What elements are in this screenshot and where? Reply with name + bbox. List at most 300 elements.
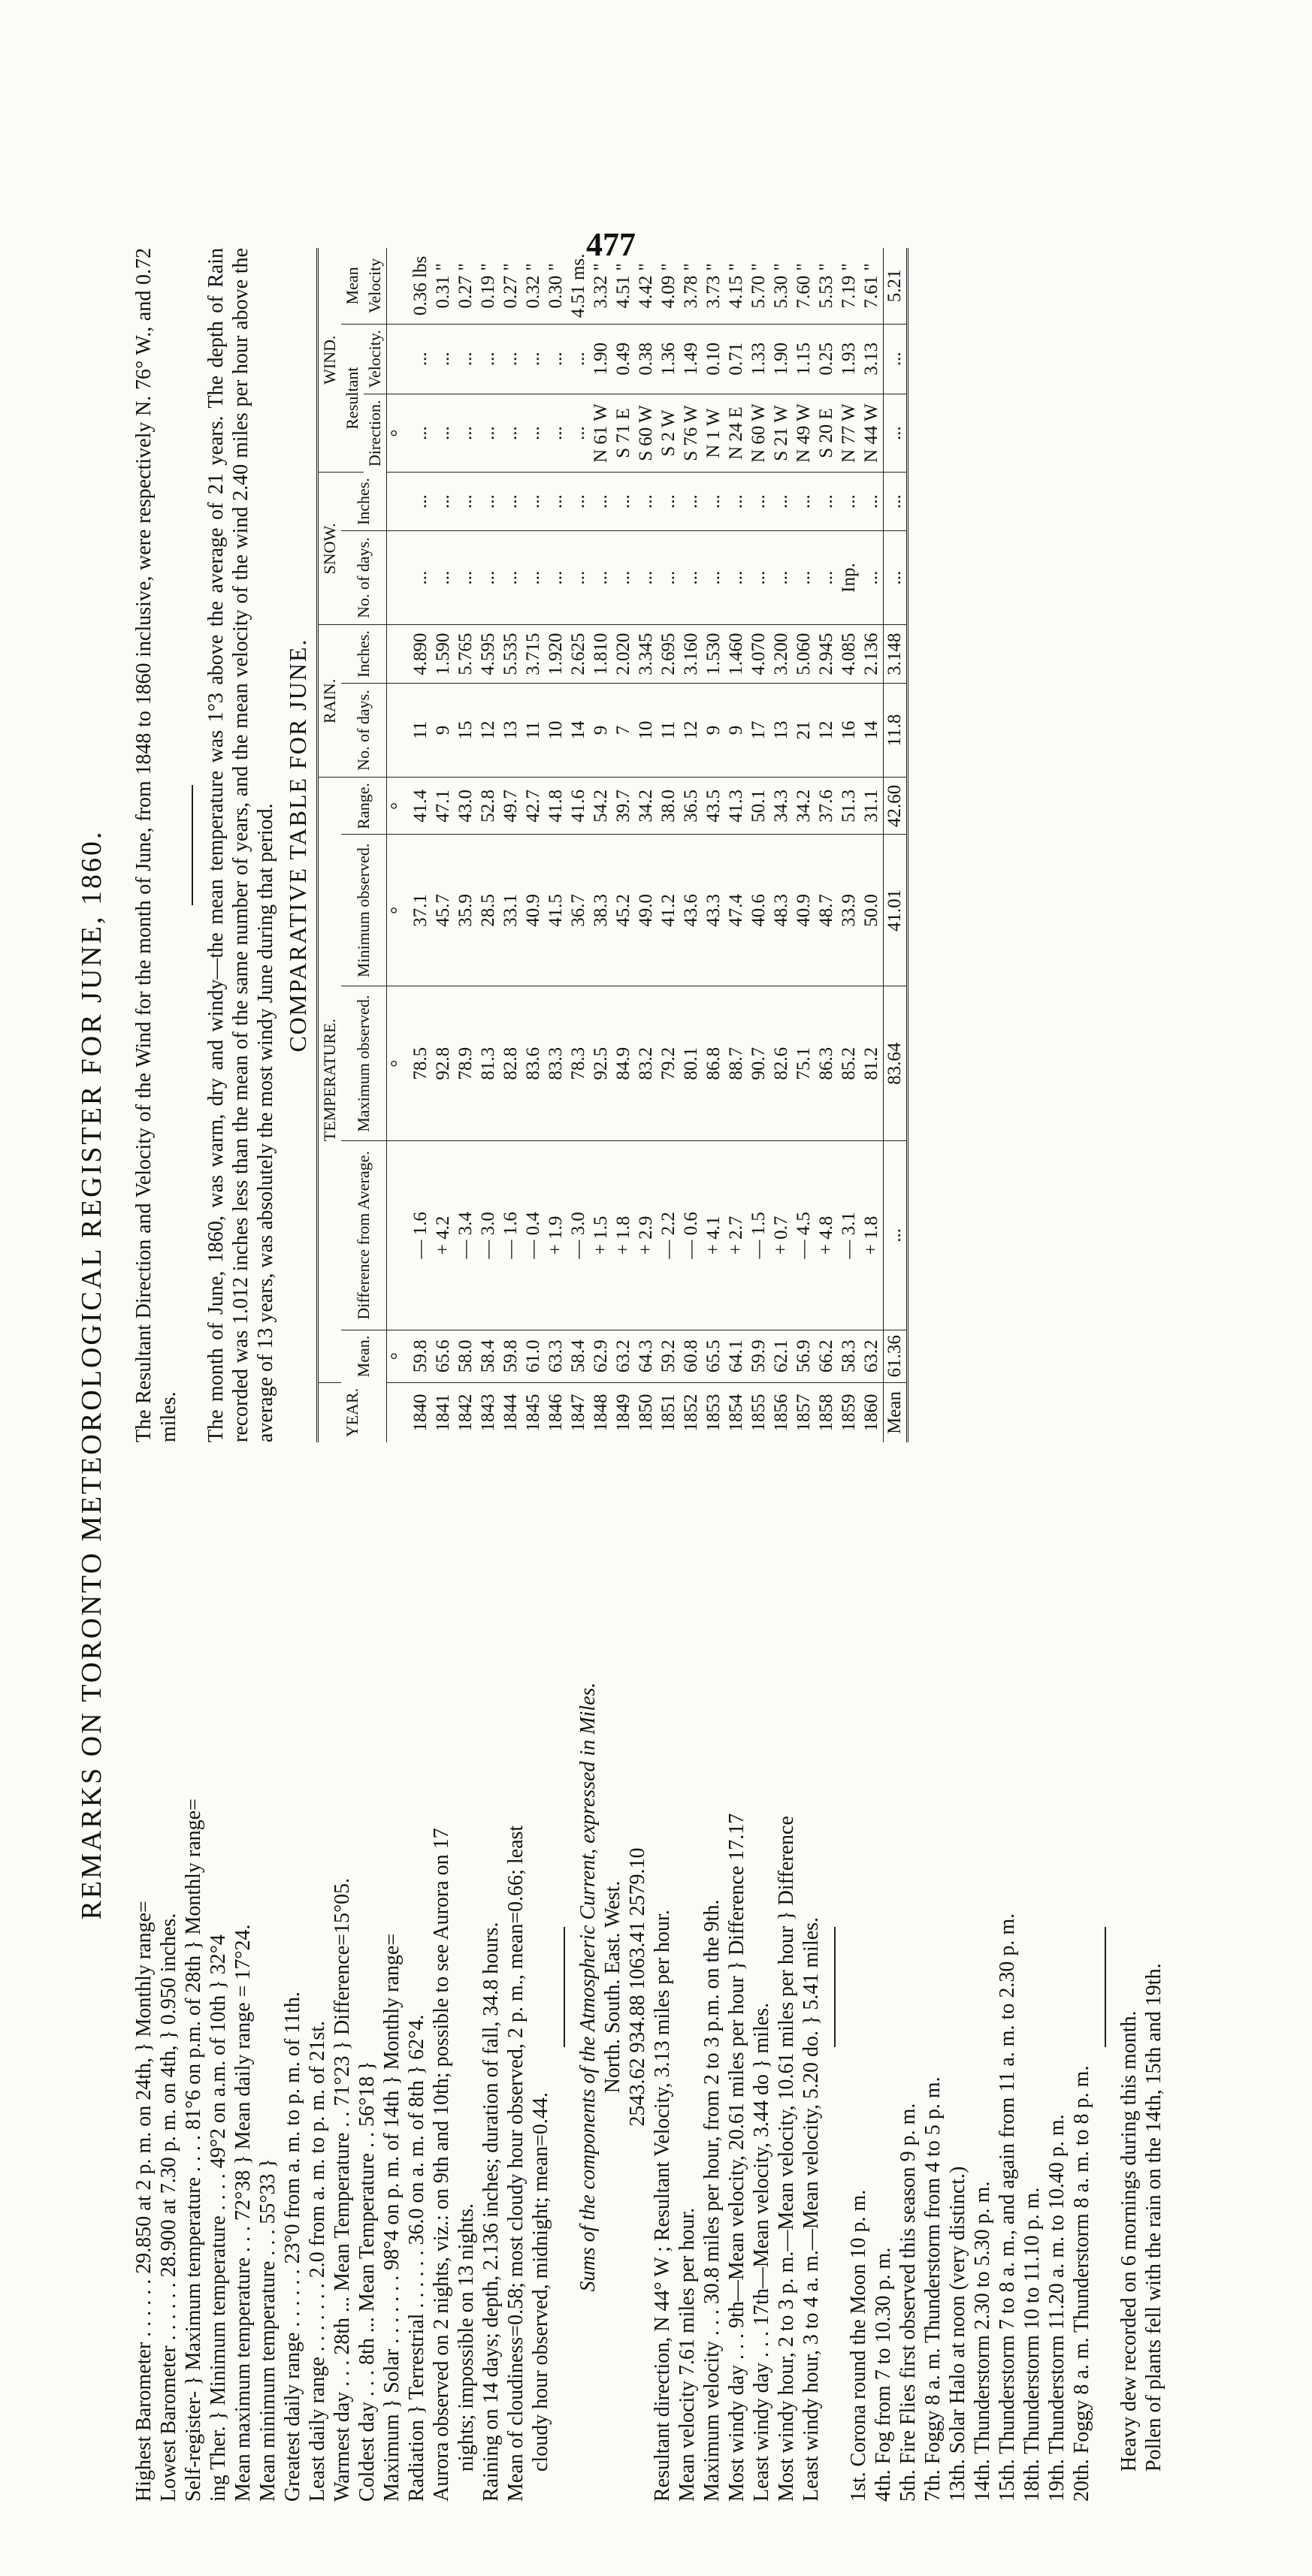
table-cell: ... bbox=[838, 473, 860, 530]
table-cell: 9 bbox=[725, 683, 748, 778]
table-cell: ... bbox=[884, 530, 908, 625]
stat-line: ing Ther. } Minimum temperature . . . . 49°2 on a.m. of 10th } 32°4 bbox=[207, 1934, 230, 2502]
table-cell: 10 bbox=[545, 683, 567, 778]
table-cell: ... bbox=[410, 473, 432, 530]
table-cell: 2.136 bbox=[860, 625, 884, 683]
table-cell: ... bbox=[567, 473, 590, 530]
wind-line: Mean velocity 7.61 miles per hour. bbox=[676, 2207, 699, 2502]
table-cell: 40.9 bbox=[522, 835, 545, 986]
table-cell: 50.1 bbox=[748, 778, 770, 835]
table-cell bbox=[387, 1141, 410, 1330]
header-snow-days: No. of days. bbox=[341, 530, 387, 625]
table-cell: ... bbox=[884, 324, 908, 394]
table-cell: 1852 bbox=[681, 1394, 701, 1432]
header-rain-inches: Inches. bbox=[341, 625, 387, 683]
table-cell: 11 bbox=[522, 683, 545, 778]
table-cell: 38.3 bbox=[590, 835, 612, 986]
table-cell: 1856 bbox=[771, 1394, 791, 1432]
table-cell: 21 bbox=[793, 683, 815, 778]
table-cell: 11 bbox=[658, 683, 680, 778]
table-row bbox=[770, 248, 793, 1442]
table-cell: 62.9 bbox=[590, 1330, 612, 1382]
table-cell: ... bbox=[522, 324, 545, 394]
table-cell: ... bbox=[815, 530, 838, 625]
table-cell: ° bbox=[387, 394, 410, 473]
table-cell bbox=[387, 683, 410, 778]
table-cell: ... bbox=[770, 473, 793, 530]
table-cell: 2.625 bbox=[567, 625, 590, 683]
table-cell: ... bbox=[545, 394, 567, 473]
table-cell: 41.01 bbox=[884, 835, 908, 986]
table-cell: 49.7 bbox=[500, 778, 522, 835]
table-cell: 1841 bbox=[433, 1394, 453, 1432]
table-cell: 3.715 bbox=[522, 625, 545, 683]
table-cell: 78.5 bbox=[410, 986, 432, 1141]
table-cell: ... bbox=[860, 473, 884, 530]
table-cell: 85.2 bbox=[838, 986, 860, 1141]
table-cell: ... bbox=[793, 473, 815, 530]
table-cell: 43.3 bbox=[703, 835, 725, 986]
stat-line: Radiation } Terrestrial . . . . . . 36.0 on a. m. of 8th } 62°4. bbox=[405, 2014, 428, 2502]
table-cell: — 1.6 bbox=[410, 1141, 432, 1330]
table-cell: ° bbox=[387, 835, 410, 986]
table-cell: 64.3 bbox=[635, 1330, 658, 1382]
intro-paragraph: The Resultant Direction and Velocity of the Wind for the month of June, from 1848 to 1860 inclusive, were respectively N. 76° W., and 0.72 miles. bbox=[132, 248, 180, 1442]
table-cell: 63.3 bbox=[545, 1330, 567, 1382]
table-cell: ... bbox=[635, 530, 658, 625]
table-cell: ... bbox=[860, 530, 884, 625]
table-cell: ... bbox=[432, 324, 455, 394]
table-cell: 34.2 bbox=[635, 778, 658, 835]
table-cell: + 4.2 bbox=[432, 1141, 455, 1330]
header-difference: Difference from Average. bbox=[341, 1141, 387, 1330]
table-cell: ... bbox=[432, 530, 455, 625]
table-cell: 12 bbox=[680, 683, 703, 778]
table-cell bbox=[387, 1382, 410, 1442]
table-cell: ... bbox=[658, 473, 680, 530]
table-cell: — 4.5 bbox=[793, 1141, 815, 1330]
table-cell: 0.49 bbox=[612, 324, 635, 394]
table-cell: 0.19 " bbox=[477, 248, 500, 324]
table-cell: 3.160 bbox=[680, 625, 703, 683]
table-cell: 1.530 bbox=[703, 625, 725, 683]
table-cell: 11.8 bbox=[884, 683, 908, 778]
table-row bbox=[590, 248, 612, 1442]
table-cell: S 20 E bbox=[815, 394, 838, 473]
table-cell: 1.460 bbox=[725, 625, 748, 683]
table-cell: ... bbox=[522, 394, 545, 473]
stat-line: Coldest day . . . 8th ... Mean Temperature . . 56°18 } bbox=[355, 2061, 379, 2502]
table-cell: 63.2 bbox=[612, 1330, 635, 1382]
header-direction: Direction. bbox=[365, 400, 384, 467]
header-snow-inches: Inches. bbox=[341, 473, 387, 530]
table-cell: ... bbox=[545, 324, 567, 394]
page-number: 477 bbox=[586, 226, 636, 263]
table-cell: ... bbox=[567, 394, 590, 473]
table-cell: + 4.1 bbox=[703, 1141, 725, 1330]
table-cell: 3.345 bbox=[635, 625, 658, 683]
table-cell: ... bbox=[815, 473, 838, 530]
table-cell: 51.3 bbox=[838, 778, 860, 835]
table-cell: 4.085 bbox=[838, 625, 860, 683]
table-cell: 80.1 bbox=[680, 986, 703, 1141]
table-cell: ... bbox=[477, 530, 500, 625]
table-cell: 39.7 bbox=[612, 778, 635, 835]
closing-line: Pollen of plants fell with the rain on the 14th, 15th and 19th. bbox=[1142, 1963, 1165, 2472]
table-cell: S 76 W bbox=[680, 394, 703, 473]
table-cell: 79.2 bbox=[658, 986, 680, 1141]
table-cell: 1840 bbox=[410, 1394, 431, 1432]
table-cell: 7 bbox=[612, 683, 635, 778]
sums-heading: Sums of the components of the Atmospheric Current, expressed in Miles. bbox=[576, 1682, 600, 2292]
table-cell: ... bbox=[432, 473, 455, 530]
table-cell: 34.2 bbox=[793, 778, 815, 835]
table-cell: ... bbox=[884, 1141, 908, 1330]
wind-line: Least windy hour, 3 to 4 a. m.—Mean velocity, 5.20 do. } 5.41 miles. bbox=[800, 1916, 823, 2502]
table-cell: 49.0 bbox=[635, 835, 658, 986]
table-cell: + 2.7 bbox=[725, 1141, 748, 1330]
table-cell: — 3.0 bbox=[477, 1141, 500, 1330]
table-cell: + 1.8 bbox=[860, 1141, 884, 1330]
table-cell: ... bbox=[455, 394, 477, 473]
table-cell: 1843 bbox=[478, 1394, 498, 1432]
table-cell: 16 bbox=[838, 683, 860, 778]
wind-line: Resultant direction, N 44° W ; Resultant Velocity, 3.13 miles per hour. bbox=[651, 1910, 674, 2502]
table-cell: 58.0 bbox=[455, 1330, 477, 1382]
table-cell: ° bbox=[387, 986, 410, 1141]
table-cell: 1.93 bbox=[838, 324, 860, 394]
table-cell: 13 bbox=[500, 683, 522, 778]
table-row bbox=[815, 248, 838, 1442]
stat-line: Mean of cloudiness=0.58; most cloudy hour observed, 2 p. m., mean=0.66; least bbox=[504, 1825, 528, 2502]
event-line: 7th. Foggy 8 a. m. Thunderstorm from 4 to 5 p. m. bbox=[921, 2076, 945, 2502]
table-cell: 83.64 bbox=[884, 986, 908, 1141]
table-cell: 61.0 bbox=[522, 1330, 545, 1382]
table-cell: ... bbox=[658, 530, 680, 625]
table-cell: ... bbox=[500, 324, 522, 394]
right-column bbox=[132, 248, 908, 1442]
table-cell: — 3.1 bbox=[838, 1141, 860, 1330]
sums-values: 2543.62 934.88 1063.41 2579.10 bbox=[626, 1847, 649, 2127]
table-cell: 3.13 bbox=[860, 324, 884, 394]
table-cell: 11 bbox=[410, 683, 432, 778]
table-cell: 4.070 bbox=[748, 625, 770, 683]
table-row bbox=[635, 248, 658, 1442]
table-cell: 1849 bbox=[613, 1394, 633, 1432]
table-cell: 47.4 bbox=[725, 835, 748, 986]
table-cell: 4.51 ms. bbox=[567, 248, 590, 324]
table-cell: 43.6 bbox=[680, 835, 703, 986]
table-cell: ... bbox=[680, 530, 703, 625]
table-cell: 36.5 bbox=[680, 778, 703, 835]
stat-line: Raining on 14 days; depth, 2.136 inches; duration of fall, 34.8 hours. bbox=[479, 1922, 503, 2502]
table-cell: ... bbox=[522, 530, 545, 625]
table-cell: 0.27 " bbox=[500, 248, 522, 324]
header-velo: Velocity. bbox=[364, 324, 387, 394]
table-cell: 78.3 bbox=[567, 986, 590, 1141]
table-cell: 4.51 " bbox=[612, 248, 635, 324]
table-body bbox=[387, 248, 908, 1442]
table-cell: 47.1 bbox=[432, 778, 455, 835]
table-cell: 90.7 bbox=[748, 986, 770, 1141]
table-cell: 65.5 bbox=[703, 1330, 725, 1382]
table-cell: N 60 W bbox=[748, 394, 770, 473]
table-cell: S 60 W bbox=[635, 394, 658, 473]
table-cell: 63.2 bbox=[860, 1330, 884, 1382]
divider-rule bbox=[564, 1927, 565, 2047]
table-cell: 1842 bbox=[455, 1394, 476, 1432]
stat-line: Mean maximum temperature . . . 72°38 } Mean daily range = 17°24. bbox=[231, 1924, 255, 2502]
table-cell: 59.8 bbox=[500, 1330, 522, 1382]
table-cell: 35.9 bbox=[455, 835, 477, 986]
table-cell: 34.3 bbox=[770, 778, 793, 835]
table-cell bbox=[387, 473, 410, 530]
table-cell: 2.945 bbox=[815, 625, 838, 683]
table-cell: 45.7 bbox=[432, 835, 455, 986]
table-cell: 1.590 bbox=[432, 625, 455, 683]
header-snow: SNOW. bbox=[318, 473, 342, 625]
table-cell: 12 bbox=[477, 683, 500, 778]
table-cell: ... bbox=[748, 530, 770, 625]
table-cell: 40.9 bbox=[793, 835, 815, 986]
table-cell: 1855 bbox=[748, 1394, 769, 1432]
table-row bbox=[838, 248, 860, 1442]
table-cell: 4.09 " bbox=[658, 248, 680, 324]
table-row bbox=[703, 248, 725, 1442]
table-cell: 41.8 bbox=[545, 778, 567, 835]
table-cell: 14 bbox=[860, 683, 884, 778]
table-cell: 92.5 bbox=[590, 986, 612, 1141]
table-cell: 10 bbox=[635, 683, 658, 778]
event-line: 4th. Fog from 7 to 10.30 p. m. bbox=[872, 2247, 895, 2502]
table-row bbox=[748, 248, 770, 1442]
table-row bbox=[432, 248, 455, 1442]
left-column bbox=[132, 1472, 1166, 2502]
table-cell: 81.3 bbox=[477, 986, 500, 1141]
table-cell: ... bbox=[612, 473, 635, 530]
table-cell: 1844 bbox=[500, 1394, 521, 1432]
event-line: 13th. Solar Halo at noon (very distinct.) bbox=[946, 2166, 969, 2502]
table-cell: N 49 W bbox=[793, 394, 815, 473]
table-cell: 0.71 bbox=[725, 324, 748, 394]
table-cell: ... bbox=[477, 473, 500, 530]
table-cell: 0.25 bbox=[815, 324, 838, 394]
event-line: 19th. Thunderstorm 11.20 a. m. to 10.40 p. m. bbox=[1045, 2114, 1069, 2502]
table-cell: 0.38 bbox=[635, 324, 658, 394]
table-cell: — 1.6 bbox=[500, 1141, 522, 1330]
table-cell: + 1.5 bbox=[590, 1141, 612, 1330]
table-row bbox=[725, 248, 748, 1442]
table-cell bbox=[387, 530, 410, 625]
table-cell: 43.5 bbox=[703, 778, 725, 835]
table-cell: 59.8 bbox=[410, 1330, 432, 1382]
table-cell: 92.8 bbox=[432, 986, 455, 1141]
table-title: COMPARATIVE TABLE FOR JUNE. bbox=[284, 638, 311, 1052]
table-cell: 15 bbox=[455, 683, 477, 778]
table-cell: ... bbox=[590, 473, 612, 530]
table-cell: 0.31 " bbox=[432, 248, 455, 324]
table-cell: 42.60 bbox=[884, 778, 908, 835]
table-cell: ... bbox=[612, 530, 635, 625]
table-cell: 48.7 bbox=[815, 835, 838, 986]
table-cell: 43.0 bbox=[455, 778, 477, 835]
table-cell: 4.890 bbox=[410, 625, 432, 683]
running-title: REMARKS ON TORONTO METEOROLOGICAL REGISTER FOR JUNE, 1860. bbox=[76, 829, 107, 1920]
table-cell: 1860 bbox=[861, 1394, 881, 1432]
table-cell bbox=[387, 324, 410, 394]
table-cell: — 3.4 bbox=[455, 1141, 477, 1330]
table-cell: 59.9 bbox=[748, 1330, 770, 1382]
table-cell: 82.6 bbox=[770, 986, 793, 1141]
table-cell: 2.695 bbox=[658, 625, 680, 683]
table-cell: 41.3 bbox=[725, 778, 748, 835]
table-cell: 0.36 lbs bbox=[410, 248, 432, 324]
table-cell: 60.8 bbox=[680, 1330, 703, 1382]
table-cell: 61.36 bbox=[884, 1330, 908, 1382]
table-row bbox=[658, 248, 680, 1442]
table-cell: 4.42 " bbox=[635, 248, 658, 324]
divider-rule bbox=[834, 1927, 836, 2047]
table-row bbox=[860, 248, 884, 1442]
unit-row bbox=[387, 248, 410, 1442]
table-cell: 0.32 " bbox=[522, 248, 545, 324]
stat-line: Lowest Barometer . . . . . . 28.900 at 7.30 p. m. on 4th, } 0.950 inches. bbox=[157, 1913, 180, 2502]
table-cell: ... bbox=[410, 530, 432, 625]
header-temperature: TEMPERATURE. bbox=[318, 778, 342, 1383]
table-cell: 45.2 bbox=[612, 835, 635, 986]
table-cell: — 2.2 bbox=[658, 1141, 680, 1330]
table-cell: 7.61 " bbox=[860, 248, 884, 324]
mean-row bbox=[884, 248, 908, 1442]
stat-line: Mean minimum temperature . . . 55°33 } bbox=[256, 2158, 280, 2502]
stat-line: nights; impossible on 13 nights. bbox=[455, 2203, 478, 2472]
table-cell: 5.53 " bbox=[815, 248, 838, 324]
table-cell: 1847 bbox=[568, 1394, 588, 1432]
table-row bbox=[410, 248, 432, 1442]
header-rain-days: No. of days. bbox=[341, 683, 387, 778]
header-year: YEAR. bbox=[343, 1388, 361, 1438]
table-cell: 83.6 bbox=[522, 986, 545, 1141]
summary-paragraph: The month of June, 1860, was warm, dry and windy—the mean temperature was 1°3 above the average of 21 years. The depth of Rain recorded was 1.012 inches less than the mean of the same number of years, and the mean velocity of the wind 2.40 miles per hour above the average of 13 years, was absolutely the most windy June during that period. bbox=[204, 248, 277, 1442]
table-cell: ... bbox=[500, 394, 522, 473]
table-cell: Mean bbox=[884, 1382, 908, 1442]
table-cell: 42.7 bbox=[522, 778, 545, 835]
table-row bbox=[522, 248, 545, 1442]
table-cell: ... bbox=[545, 530, 567, 625]
table-row bbox=[545, 248, 567, 1442]
table-cell: 54.2 bbox=[590, 778, 612, 835]
table-cell: Inp. bbox=[838, 530, 860, 625]
rotated-page-content bbox=[75, 248, 1247, 2502]
table-cell: 0.10 bbox=[703, 324, 725, 394]
table-cell: 3.78 " bbox=[680, 248, 703, 324]
table-cell: ... bbox=[567, 324, 590, 394]
table-cell: 83.3 bbox=[545, 986, 567, 1141]
header-wind: WIND. bbox=[318, 248, 342, 473]
table-cell: S 21 W bbox=[770, 394, 793, 473]
table-cell: 58.4 bbox=[567, 1330, 590, 1382]
table-cell: 3.32 " bbox=[590, 248, 612, 324]
table-cell: 14 bbox=[567, 683, 590, 778]
table-cell: 41.5 bbox=[545, 835, 567, 986]
table-cell: 62.1 bbox=[770, 1330, 793, 1382]
stat-line: Warmest day . . . 28th ... Mean Temperature . . 71°23 } Difference=15°05. bbox=[331, 1877, 354, 2502]
table-cell: 1845 bbox=[523, 1394, 543, 1432]
table-cell: 5.535 bbox=[500, 625, 522, 683]
event-line: 14th. Thunderstorm 2.30 to 5.30 p. m. bbox=[971, 2181, 994, 2502]
table-cell: 40.6 bbox=[748, 835, 770, 986]
table-cell: — 1.5 bbox=[748, 1141, 770, 1330]
divider-rule bbox=[1105, 1927, 1106, 2047]
table-cell: 0.30 " bbox=[545, 248, 567, 324]
event-line: 1st. Corona round the Moon 10 p. m. bbox=[847, 2189, 870, 2502]
wind-line: Most windy hour, 2 to 3 p. m.—Mean velocity, 10.61 miles per hour } Difference bbox=[775, 1816, 798, 2502]
table-cell: 86.3 bbox=[815, 986, 838, 1141]
header-range: Range. bbox=[341, 778, 387, 835]
stat-line: Greatest daily range . . . . . . 23°0 from a. m. to p. m. of 11th. bbox=[281, 1992, 304, 2502]
table-cell: N 24 E bbox=[725, 394, 748, 473]
table-cell: 33.9 bbox=[838, 835, 860, 986]
table-cell: ... bbox=[635, 473, 658, 530]
stat-line: cloudy hour observed, midnight; mean=0.44. bbox=[529, 2092, 552, 2472]
table-cell: ° bbox=[387, 1330, 410, 1382]
table-cell: 1846 bbox=[546, 1394, 566, 1432]
table-cell: 59.2 bbox=[658, 1330, 680, 1382]
table-cell: ... bbox=[410, 394, 432, 473]
header-minimum: Minimum observed. bbox=[341, 835, 387, 986]
table-cell: S 2 W bbox=[658, 394, 680, 473]
header-rain: RAIN. bbox=[318, 625, 342, 778]
stat-line: Aurora observed on 2 nights, viz.: on 9th and 10th; possible to see Aurora on 17 bbox=[430, 1828, 453, 2502]
table-cell: 58.4 bbox=[477, 1330, 500, 1382]
table-cell: 1.90 bbox=[770, 324, 793, 394]
table-cell: 9 bbox=[432, 683, 455, 778]
table-cell: ... bbox=[703, 530, 725, 625]
table-cell: 7.60 " bbox=[793, 248, 815, 324]
table-cell: 3.148 bbox=[884, 625, 908, 683]
table-cell: ... bbox=[455, 530, 477, 625]
table-cell: ... bbox=[884, 394, 908, 473]
table-cell: ... bbox=[432, 394, 455, 473]
table-cell: 64.1 bbox=[725, 1330, 748, 1382]
table-cell: 1850 bbox=[636, 1394, 656, 1432]
table-cell: + 0.7 bbox=[770, 1141, 793, 1330]
table-cell: ... bbox=[545, 473, 567, 530]
table-cell: ... bbox=[500, 530, 522, 625]
closing-line: Heavy dew recorded on 6 mornings during this month. bbox=[1117, 2010, 1141, 2472]
table-cell: 41.2 bbox=[658, 835, 680, 986]
table-cell: 1858 bbox=[816, 1394, 836, 1432]
table-cell: 31.1 bbox=[860, 778, 884, 835]
table-cell: ... bbox=[590, 530, 612, 625]
table-row bbox=[793, 248, 815, 1442]
table-cell: 66.2 bbox=[815, 1330, 838, 1382]
table-cell: 5.060 bbox=[793, 625, 815, 683]
table-cell: ... bbox=[748, 473, 770, 530]
table-cell: 1851 bbox=[658, 1394, 679, 1432]
table-cell: 41.6 bbox=[567, 778, 590, 835]
table-cell: — 0.4 bbox=[522, 1141, 545, 1330]
table-cell: ... bbox=[455, 324, 477, 394]
table-cell: 1854 bbox=[726, 1394, 746, 1432]
table-row bbox=[500, 248, 522, 1442]
stat-line: Highest Barometer . . . . . . 29.850 at 2 p. m. on 24th, } Monthly range= bbox=[132, 1901, 156, 2502]
table-cell: S 71 E bbox=[612, 394, 635, 473]
table-cell: + 1.8 bbox=[612, 1141, 635, 1330]
table-row bbox=[567, 248, 590, 1442]
divider-rule bbox=[192, 785, 193, 905]
wind-line: Most windy day . . . 9th—Mean velocity, 20.61 miles per hour } Difference 17.17 bbox=[725, 1813, 748, 2502]
